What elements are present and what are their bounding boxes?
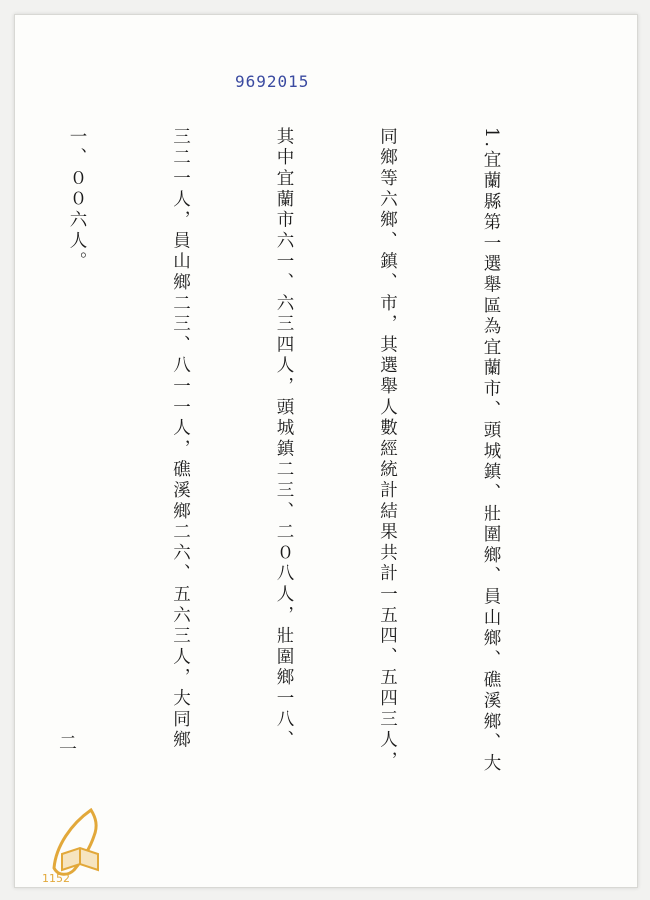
text-line: 一、００六人。	[67, 127, 87, 273]
document-number: 9692015	[235, 72, 310, 91]
document-page	[14, 14, 638, 888]
text-line: 三二一人，員山鄉二三、八一一人，礁溪鄉二六、五六三人，大同鄉	[170, 127, 191, 751]
page-number: 二	[56, 733, 77, 751]
document-body	[17, 127, 577, 807]
taiwan-map-book-icon	[36, 796, 126, 886]
text-line: 同鄉等六鄉、鎮、市，其選舉人數經統計結果共計一五四、五四三人，	[377, 127, 398, 772]
svg-text:1152: 1152	[42, 872, 70, 885]
text-line: 1.宜蘭縣第一選舉區為宜蘭市、頭城鎮、壯圍鄉、員山鄉、礁溪鄉、大	[481, 127, 501, 775]
text-line: 其中宜蘭市六一、六三四人，頭城鎮二三、二０八人，壯圍鄉一八、	[274, 127, 294, 751]
